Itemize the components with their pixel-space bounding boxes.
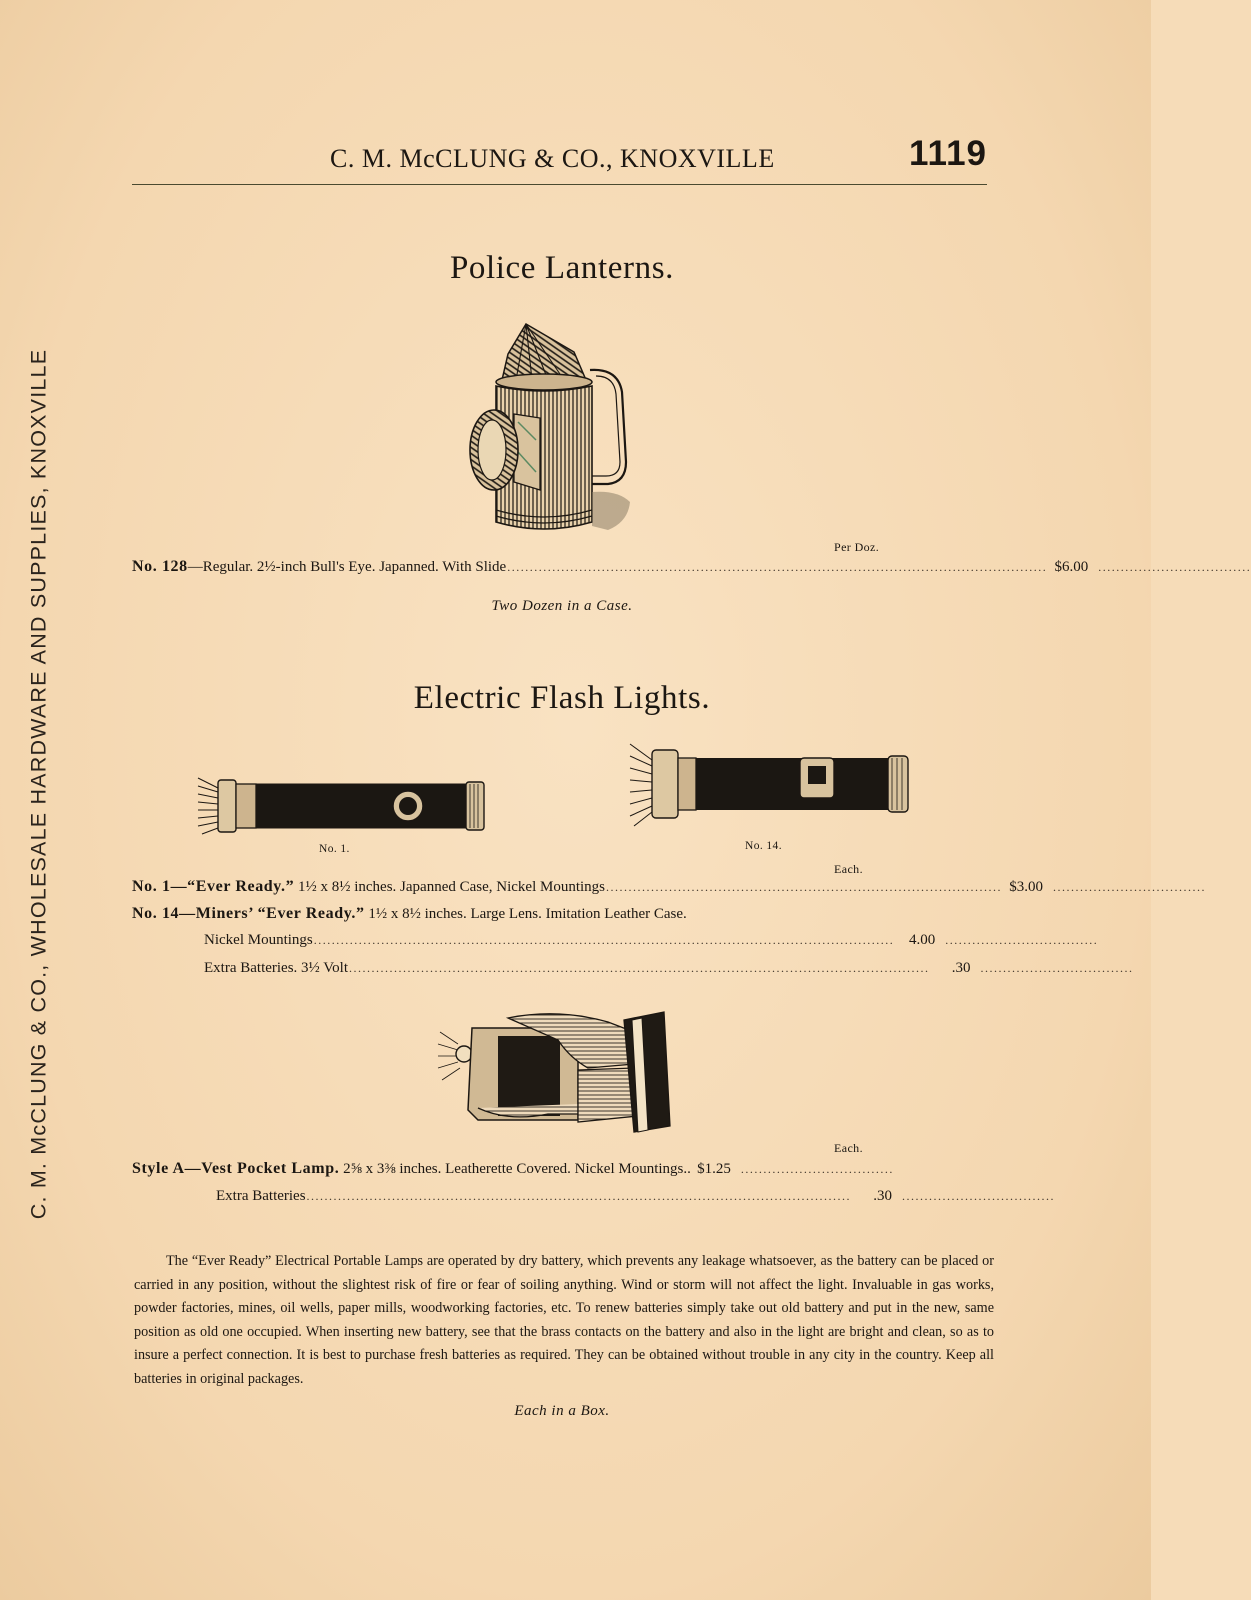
leader-dots: ..................................	[902, 1189, 1056, 1203]
item-price: $1.25	[697, 1161, 731, 1177]
leader-dots: .................................................................................................................................	[313, 933, 895, 947]
leader-dots: ..................................	[740, 1162, 894, 1176]
item-description: —Regular. 2½-inch Bull's Eye. Japanned. With Slide	[187, 559, 507, 575]
leader-dots: ........................................................................................	[606, 880, 1003, 894]
vest-pocket-lamp-row	[132, 1160, 990, 1178]
item-name: —Vest Pocket Lamp.	[184, 1160, 340, 1177]
sub-item-price: .30	[951, 960, 971, 976]
page-number: 1119	[909, 134, 987, 173]
caption-no1: No. 1.	[319, 843, 350, 855]
caption-no14: No. 14.	[745, 840, 782, 852]
sub-item-price: 4.00	[909, 932, 936, 948]
section-title-police-lanterns: Police Lanterns.	[449, 250, 675, 286]
bottom-packing-note: Each in a Box.	[514, 1403, 610, 1419]
leader-dots: ..................................	[980, 961, 1134, 975]
item-number: No. 128	[132, 558, 188, 575]
leader-dots: ........................................................................................................................	[507, 560, 1048, 574]
leader-dots: .................................................................................................................................	[349, 961, 930, 975]
police-unit-label: Per Doz.	[834, 540, 880, 554]
police-lantern-illustration	[468, 322, 643, 544]
spine-imprint: C. M. McCLUNG & CO., WHOLESALE HARDWARE AND SUPPLIES, KNOXVILLE	[26, 348, 51, 1220]
flashlight-no14-mountings-row	[204, 932, 1099, 949]
item-detail: 1½ x 8½ inches. Japanned Case, Nickel Mountings	[294, 879, 606, 895]
item-detail: 1½ x 8½ inches. Large Lens. Imitation Leather Case.	[364, 906, 687, 922]
flashlight-batteries-row	[204, 960, 1134, 977]
vest-unit-label: Each.	[834, 1141, 863, 1155]
header-firm-name: C. M. McCLUNG & CO., KNOXVILLE	[330, 144, 775, 173]
flash-unit-label: Each.	[834, 862, 863, 876]
page-header	[132, 130, 987, 185]
police-packing-note: Two Dozen in a Case.	[491, 598, 633, 614]
item-number: No. 1	[132, 878, 171, 895]
item-number: No. 14	[132, 905, 180, 922]
flashlight-no1-row	[132, 878, 1207, 896]
item-number: Style A	[132, 1160, 185, 1177]
vest-pocket-lamp-illustration	[438, 1010, 680, 1138]
vest-batteries-row	[216, 1188, 1056, 1205]
leader-dots: .........................................................................................................................	[306, 1189, 852, 1203]
item-price: $6.00	[1054, 559, 1089, 575]
police-lantern-row	[132, 558, 1251, 576]
leader-dots: ..................................	[1098, 560, 1251, 574]
sub-item-label: Extra Batteries. 3½ Volt	[204, 960, 349, 976]
flashlight-no14-row	[132, 905, 852, 923]
description-paragraph: The “Ever Ready” Electrical Portable Lamps are operated by dry battery, which prevents any leakage whatsoever, as the battery can be placed or carried in any position, without the slightest risk of fire or fear of soiling anything. Wind or storm will not affect the light. Invaluable in gas works, powder factories, mines, oil wells, paper mills, woodworking factories, etc. To renew batteries simply take out old battery and put in the new, same position as old one occupied. When inserting new battery, see that the brass contacts on the battery and also in the light are bright and clean, so as to insure a perfect connection. It is best to purchase fresh batteries as required. They can be obtained without trouble in any city in the country. Keep all batteries in original packages.	[134, 1253, 994, 1387]
leader-dots: ..................................	[945, 933, 1099, 947]
flashlight-no1-illustration	[198, 770, 494, 842]
item-name: —Miners’ “Ever Ready.”	[179, 905, 365, 922]
item-name: —“Ever Ready.”	[170, 878, 295, 895]
sub-item-price: .30	[873, 1188, 893, 1204]
section-title-flash-lights: Electric Flash Lights.	[413, 680, 711, 716]
item-detail: 2⅝ x 3⅜ inches. Leatherette Covered. Nickel Mountings..	[339, 1161, 691, 1177]
leader-dots: ..................................	[1053, 880, 1207, 894]
sub-item-label: Extra Batteries	[216, 1188, 306, 1204]
sub-item-label: Nickel Mountings	[204, 932, 313, 948]
flashlight-no14-illustration	[630, 736, 912, 832]
item-price: $3.00	[1009, 879, 1044, 895]
